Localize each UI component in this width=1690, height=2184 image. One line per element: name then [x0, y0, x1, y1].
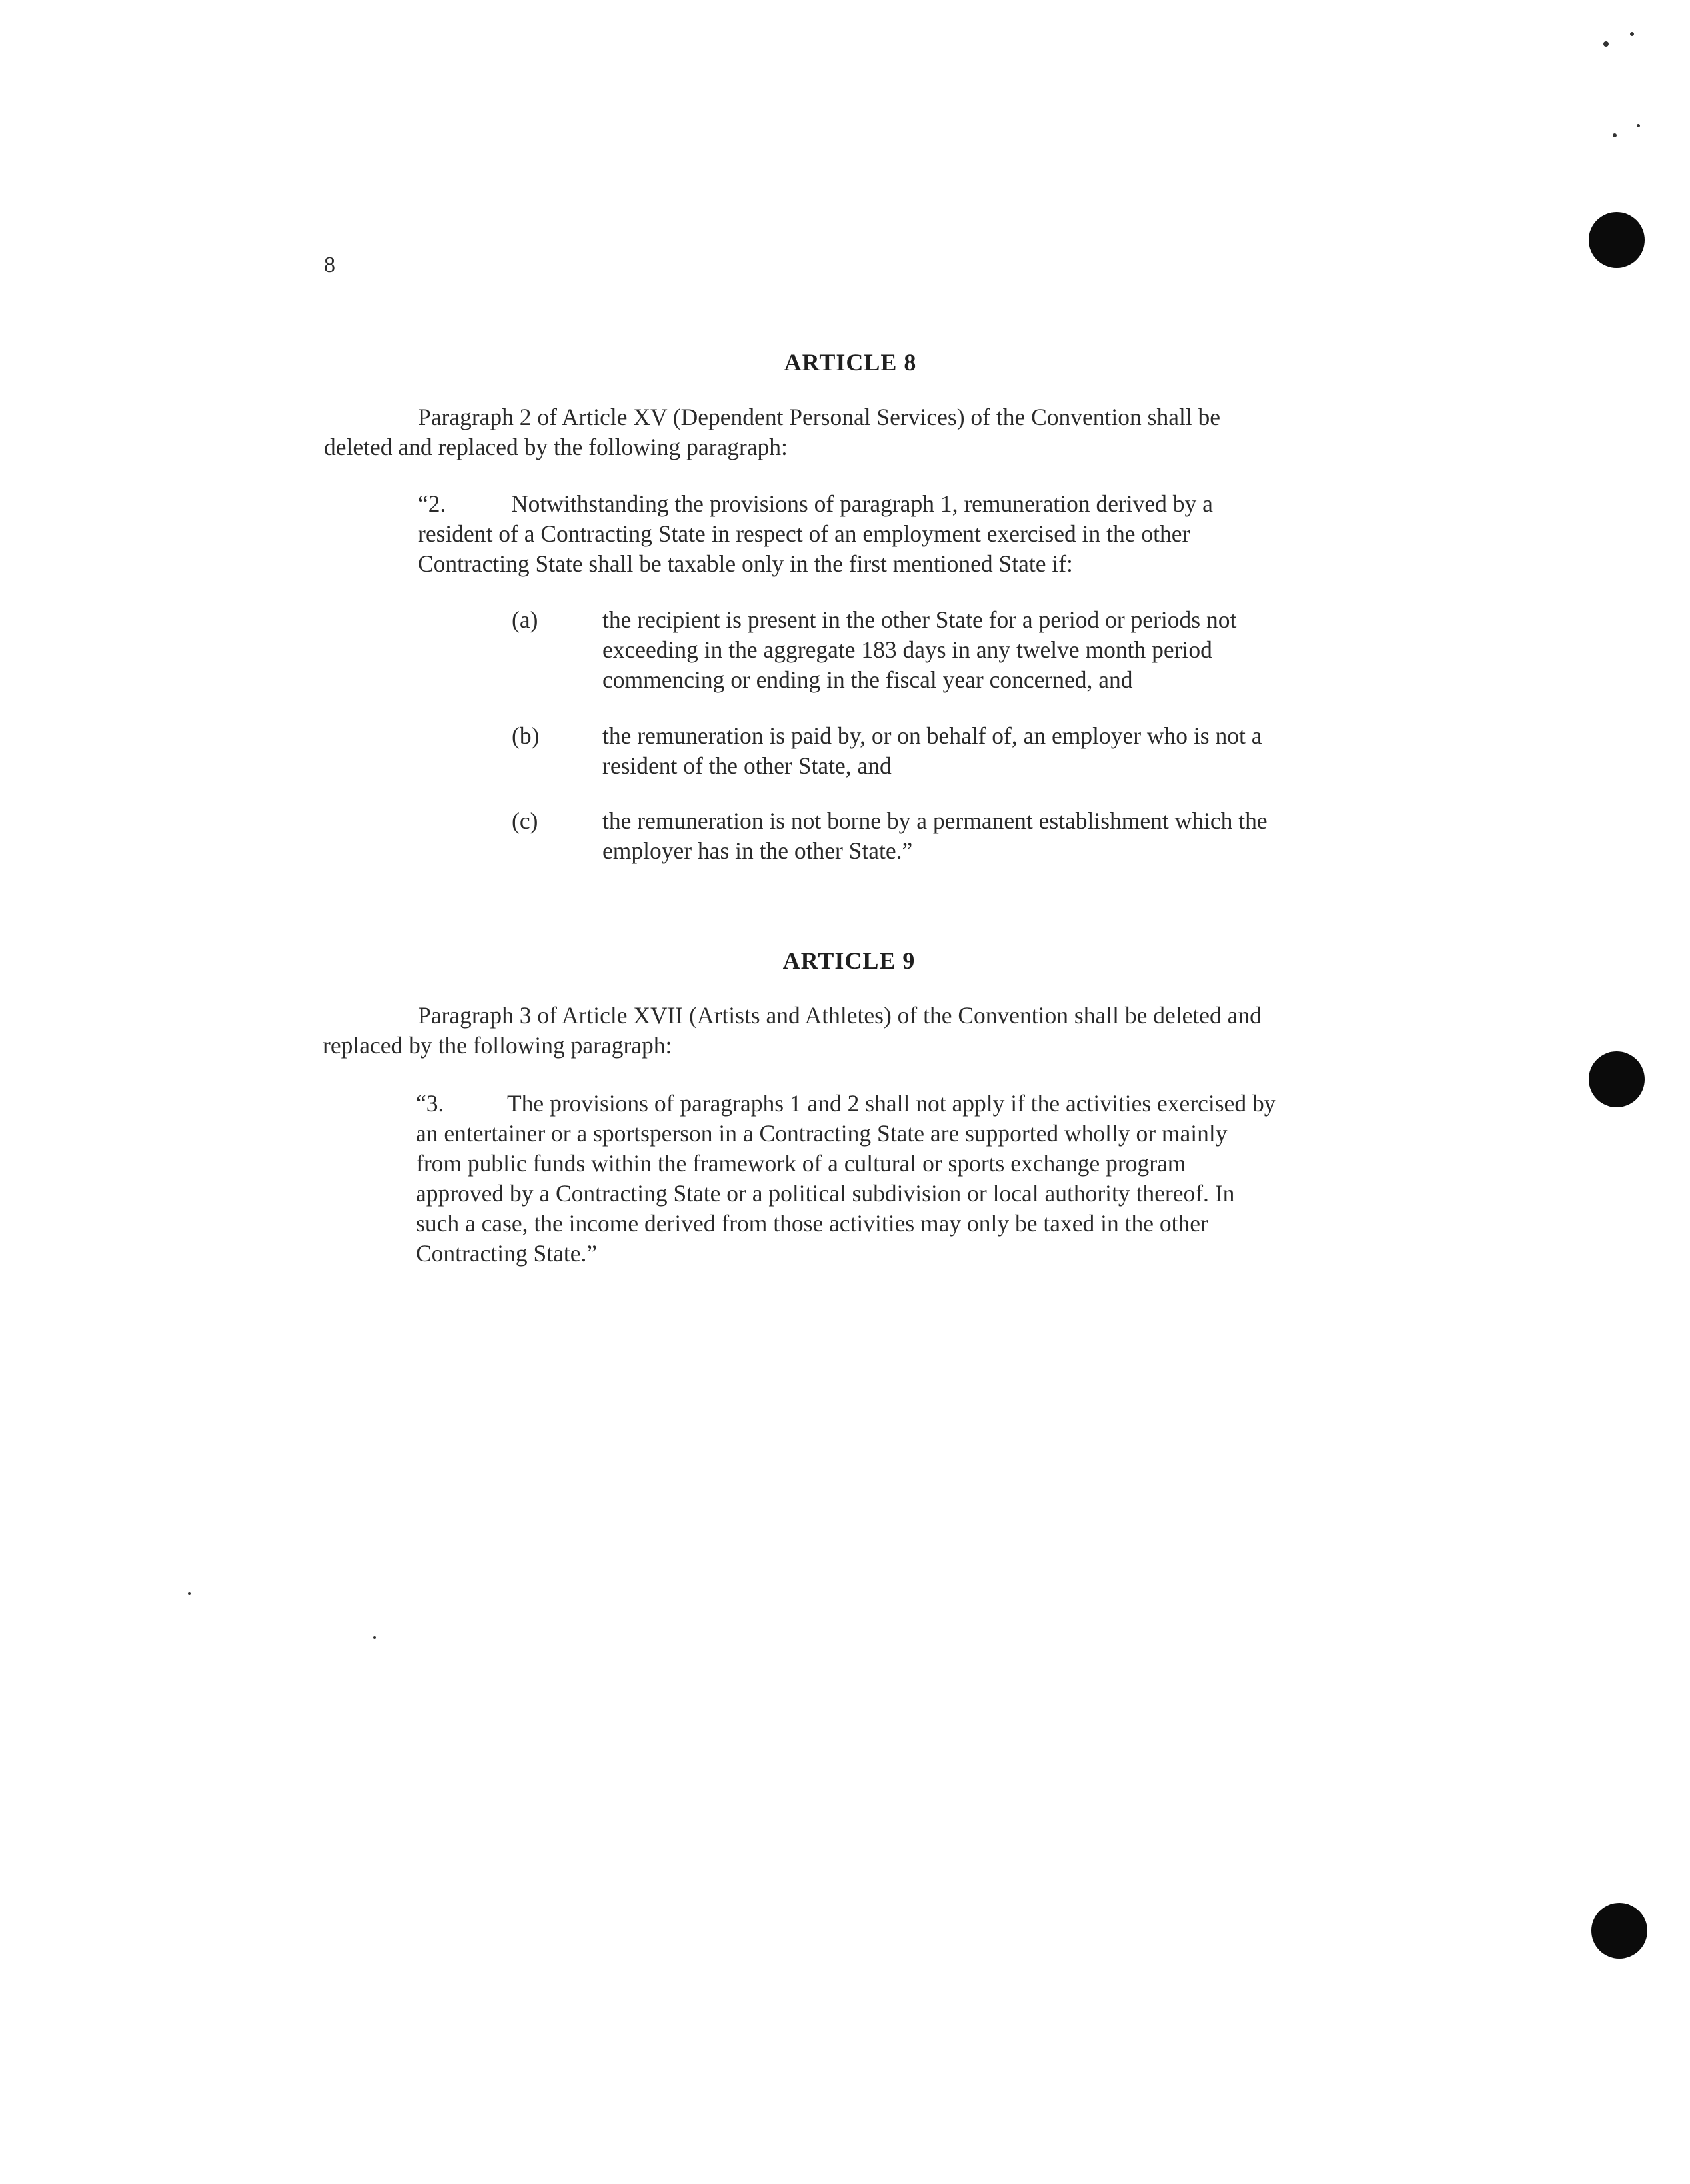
quote-line: The provisions of paragraphs 1 and 2 shall not apply if the activities exercised by	[507, 1090, 1276, 1117]
item-line: the remuneration is not borne by a permanent establishment which the	[602, 808, 1268, 834]
quote-first-line	[418, 489, 1213, 519]
item-label: (a)	[512, 606, 538, 633]
item-label: (c)	[512, 808, 538, 834]
quote-first-line	[416, 1089, 1275, 1119]
quote-line: such a case, the income derived from those activities may only be taxed in the other	[416, 1210, 1208, 1237]
item-line: resident of the other State, and	[602, 752, 892, 779]
item-line: employer has in the other State.”	[602, 837, 913, 864]
item-line: the recipient is present in the other State for a period or periods not	[602, 606, 1237, 633]
quote-line: approved by a Contracting State or a political subdivision or local authority thereof. In	[416, 1180, 1235, 1207]
article-9-intro	[323, 1001, 1262, 1061]
intro-line: Paragraph 2 of Article XV (Dependent Personal Services) of the Convention shall be	[418, 404, 1221, 430]
quote-line: resident of a Contracting State in respect of an employment exercised in the other	[418, 520, 1190, 547]
intro-line: Paragraph 3 of Article XVII (Artists and Athletes) of the Convention shall be deleted and	[418, 1002, 1262, 1029]
quote-line: Notwithstanding the provisions of paragraph 1, remuneration derived by a	[511, 490, 1213, 517]
quote-line: Contracting State.”	[416, 1240, 598, 1267]
punch-hole-top	[1589, 212, 1645, 268]
item-text	[602, 605, 1236, 695]
article-8-intro	[324, 402, 1220, 462]
article-8-heading: ARTICLE 8	[784, 349, 917, 376]
punch-hole-middle	[1589, 1051, 1645, 1107]
intro-line: deleted and replaced by the following paragraph:	[324, 434, 788, 460]
scan-speck	[188, 1592, 191, 1595]
item-label: (b)	[512, 722, 540, 749]
intro-line: replaced by the following paragraph:	[323, 1032, 672, 1059]
quote-line: from public funds within the framework of a cultural or sports exchange program	[416, 1150, 1186, 1177]
item-line: exceeding in the aggregate 183 days in any twelve month period	[602, 636, 1212, 663]
paragraph-number: “3.	[416, 1090, 444, 1117]
scan-speck	[1637, 124, 1640, 127]
page-number: 8	[324, 253, 335, 277]
scan-speck	[373, 1636, 376, 1639]
item-line: the remuneration is paid by, or on behalf of, an employer who is not a	[602, 722, 1262, 749]
item-text	[602, 806, 1268, 866]
scan-speck	[1603, 41, 1609, 47]
quote-line: Contracting State shall be taxable only in the first mentioned State if:	[418, 550, 1073, 577]
scan-speck	[1630, 32, 1634, 36]
article-8-quoted-paragraph	[418, 489, 1213, 579]
punch-hole-bottom	[1591, 1903, 1647, 1959]
item-text	[602, 721, 1262, 781]
quote-line: an entertainer or a sportsperson in a Contracting State are supported wholly or mainly	[416, 1120, 1228, 1147]
paragraph-number: “2.	[418, 490, 446, 517]
article-9-quoted-paragraph	[416, 1089, 1275, 1269]
scan-speck	[1613, 133, 1617, 137]
article-9-heading: ARTICLE 9	[782, 947, 916, 974]
item-line: commencing or ending in the fiscal year concerned, and	[602, 666, 1133, 693]
